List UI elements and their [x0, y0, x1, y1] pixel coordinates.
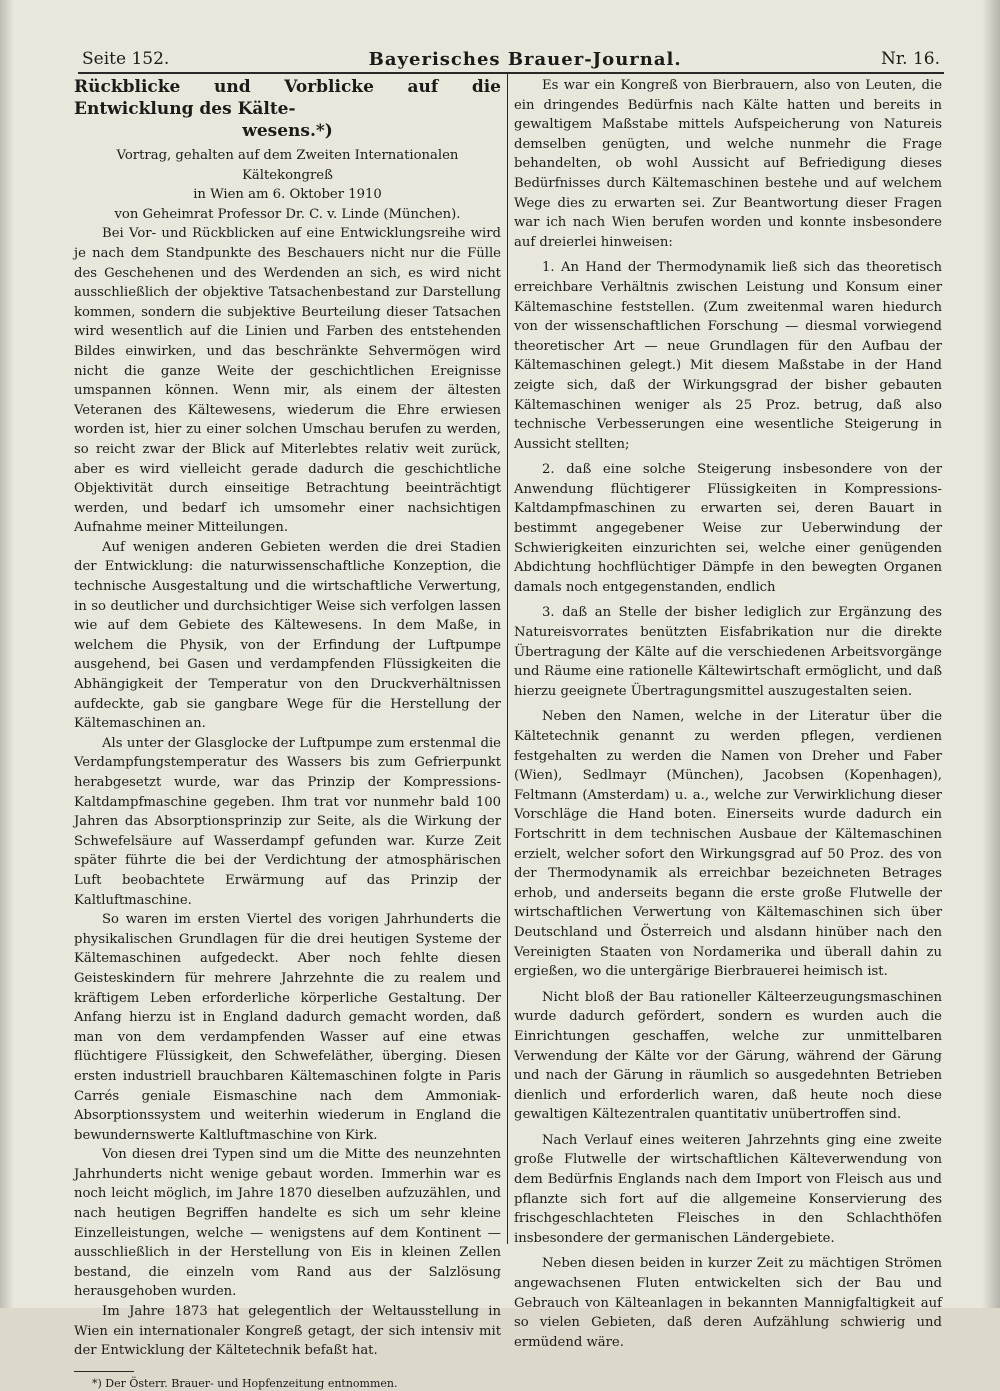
- issue-number: Nr. 16.: [881, 49, 940, 69]
- paragraph: Neben diesen beiden in kurzer Zeit zu mächtigen Strömen angewachsenen Fluten entwickelten sich der Bau und Gebrauch von Kälteanlagen in bekannten Mannigfaltigkeit auf so vielen Gebieten, daß deren Aufzählung schwierig und ermüdend wäre.: [514, 1256, 942, 1350]
- list-item: 2. daß eine solche Steigerung insbesondere von der Anwendung flüchtigerer Flüssigkeiten in Kompressions-Kaltdampfmaschinen zu erwarten sei, deren Bauart in bestimmt angegebener Weise zur Ueberwindung der Schwierigkeiten einzurichten sei, welche einer genügenden Abdichtung hochflüchtiger Dämpfe in den bewegten Organen damals noch entgegenstanden, endlich: [514, 462, 942, 595]
- article-title-line2: wesens.*): [242, 121, 333, 141]
- byline-venue: Vortrag, gehalten auf dem Zweiten Internationalen Kältekongreß: [116, 148, 459, 183]
- article-title-line1: Rückblicke und Vorblicke auf die Entwicklung des Kälte-: [74, 77, 501, 119]
- paragraph: Neben den Namen, welche in der Literatur über die Kältetechnik genannt zu werden pflegen, verdienen festgehalten zu werden die Namen von Dreher und Faber (Wien), Sedlmayr (München), Jacobsen (Kopenhagen), Feltmann (Amsterdam) u. a., welche zur Verwirklichung dieser Vorschläge die Hand boten. Einerseits wurde dadurch ein Fortschritt in dem technischen Ausbaue der Kältemaschinen erzielt, welcher sofort den Wirkungsgrad auf 50 Proz. des von der Thermodynamik als erreichbar bezeichneten Betrages erhob, und anderseits begann die erste große Flutwelle der wirtschaftlichen Verwertung von Kältemaschinen sich über Deutschland und Österreich und alsdann hinüber nach den Vereinigten Staaten von Nordamerika und überall dahin zu ergießen, wo die untergärige Bierbrauerei heimisch ist.: [514, 709, 942, 980]
- paragraph: Nach Verlauf eines weiteren Jahrzehnts ging eine zweite große Flutwelle der wirtschaftlichen Kälteverwendung von dem Bedürfnis Englands nach dem Import von Fleisch aus und pflanzte sich fort auf die allgemeine Konservierung des frischgeschlachteten Fleisches in den Schlachthöfen insbesondere der germanischen Ländergebiete.: [514, 1132, 942, 1246]
- column-divider: [507, 74, 508, 1244]
- header-rule: [78, 72, 944, 74]
- page-edge-shadow: [982, 0, 1000, 1308]
- paragraph: Es war ein Kongreß von Bierbrauern, also von Leuten, die ein dringendes Bedürfnis nach Kälte hatten und bereits in gewaltigem Maßstabe mittels Aufspeicherung von Natureis demselben genügten, und welche nunmehr die Frage behandelten, ob wohl Aussicht auf Befriedigung dieses Bedürfnisses durch Kältemaschinen bestehe und auf welchem Wege dies zu erwarten sei. Zur Beantwortung dieser Fragen war ich nach Wien berufen worden und konnte insbesondere auf dreierlei hinweisen:: [514, 78, 942, 250]
- footnote-rule: [74, 1371, 134, 1372]
- footnote: *) Der Österr. Brauer- und Hopfenzeitung entnommen.: [92, 1376, 398, 1390]
- paragraph: Als unter der Glasglocke der Luftpumpe zum erstenmal die Verdampfungstemperatur des Wassers bis zum Gefrierpunkt herabgesetzt wurde, war das Prinzip der Kompressions-Kaltdampfmaschine gegeben. Ihm trat vor nunmehr bald 100 Jahren das Absorptionsprinzip zur Seite, als die Wirkung der Schwefelsäure auf Wasserdampf gefunden war. Kurze Zeit später führte die bei der Verdichtung der atmosphärischen Luft beobachtete Erwärmung auf das Prinzip der Kaltluftmaschine.: [74, 735, 501, 908]
- paragraph: So waren im ersten Viertel des vorigen Jahrhunderts die physikalischen Grundlagen für die drei heutigen Systeme der Kältemaschinen aufgedeckt. Aber noch fehlte diesen Geisteskindern für mehrere Jahrzehnte die zu realem und kräftigem Leben erforderliche körperliche Gestaltung. Der Anfang hierzu ist in England dadurch gemacht worden, daß man von dem verdampfenden Wasser auf eine etwas flüchtigere Flüssigkeit, den Schwefeläther, überging. Diesen ersten industriell brauchbaren Kältemaschinen folgte in Paris Carrés geniale Eismaschine nach dem Ammoniak-Absorptionssystem und weiterhin wiederum in England die bewundernswerte Kaltluftmaschine von Kirk.: [74, 912, 501, 1143]
- paragraph: Von diesen drei Typen sind um die Mitte des neunzehnten Jahrhunderts nicht wenige gebaut worden. Immerhin war es noch leicht möglich, im Jahre 1870 dieselben aufzuzählen, und nach heutigen Begriffen handelte es sich um sehr kleine Einzelleistungen, welche — wenigstens auf dem Kontinent — ausschließlich in der Herstellung von Eis in kleinen Zellen bestand, die einzeln vom Rand aus der Salzlösung herausgehoben wurden.: [74, 1147, 501, 1300]
- paragraph: Bei Vor- und Rückblicken auf eine Entwicklungsreihe wird je nach dem Standpunkte des Beschauers nicht nur die Fülle des Geschehenen und des Werdenden an sich, es wird nicht ausschließlich der objektive Tatsachenbestand zur Darstellung kommen, sondern die subjektive Beurteilung dieser Tatsachen wird wesentlich auf die Linien und Farben des entstehenden Bildes einwirken, und das beschränkte Sehvermögen wird nicht die ganze Weite der geschichtlichen Ereignisse umspannen können. Wenn mir, als einem der ältesten Veteranen des Kältewesens, wiederum die Ehre erwiesen worden ist, hier zu einer solchen Umschau berufen zu werden, so reicht zwar der Blick auf Miterlebtes relativ weit zurück, aber es wird vielleicht gerade dadurch die geschichtliche Objektivität durch einseitige Betrachtung beeinträchtigt werden, und bedarf ich umsomehr einer nachsichtigen Aufnahme meiner Mitteilungen.: [74, 226, 501, 536]
- journal-title: Bayerisches Brauer-Journal.: [368, 48, 682, 70]
- list-item: 1. An Hand der Thermodynamik ließ sich das theoretisch erreichbare Verhältnis zwischen Leistung und Konsum einer Kältemaschine feststellen. (Zum zweitenmal waren hiedurch von der wissenschaftlichen Forschung — diesmal vorwiegend theoretischer Art — neue Grundlagen für den Aufbau der Kältemaschinen gelegt.) Mit diesem Maßstabe in der Hand zeigte sich, daß der Wirkungsgrad der bisher gebauten Kältemaschinen weniger als 25 Proz. betrug, daß also technische Verbesserungen eine wesentliche Steigerung in Aussicht stellten;: [514, 260, 942, 452]
- right-column: [514, 76, 942, 1350]
- binding-shadow: [0, 0, 14, 1308]
- paragraph: Nicht bloß der Bau rationeller Kälteerzeugungsmaschinen wurde dadurch gefördert, sondern es wurden auch die Einrichtungen geschaffen, welche zur unmittelbaren Verwendung der Kälte vor der Gärung, während der Gärung und nach der Gärung in räumlich so ausgedehnten Betrieben dienlich und erforderlich waren, daß heute noch diese gewaltigen Kältezentralen quantitativ unübertroffen sind.: [514, 989, 942, 1123]
- article-title: [74, 76, 501, 142]
- paragraph: Im Jahre 1873 hat gelegentlich der Weltausstellung in Wien ein internationaler Kongreß getagt, der sich intensiv mit der Entwicklung der Kältetechnik befaßt hat.: [74, 1304, 501, 1359]
- byline-author: von Geheimrat Professor Dr. C. v. Linde (München).: [114, 206, 461, 222]
- page-header: [82, 44, 940, 74]
- page-number: Seite 152.: [82, 49, 170, 69]
- byline-date: in Wien am 6. Oktober 1910: [193, 187, 382, 203]
- left-column: [74, 76, 501, 1390]
- list-item: 3. daß an Stelle der bisher lediglich zur Ergänzung des Natureisvorrates benützten Eisfabrikation nur die direkte Übertragung der Kälte auf die verschiedenen Arbeitsvorgänge und Räume eine rationelle Kältewirtschaft ermöglicht, und daß hierzu geeignete Übertragungsmittel auszugestalten seien.: [514, 605, 942, 699]
- paragraph: Auf wenigen anderen Gebieten werden die drei Stadien der Entwicklung: die naturwissenschaftliche Konzeption, die technische Ausgestaltung und die wirtschaftliche Verwertung, in so deutlicher und durchsichtiger Weise sich verfolgen lassen wie auf dem Gebiete des Kältewesens. In dem Maße, in welchem die Physik, von der Erfindung der Luftpumpe ausgehend, bei Gasen und verdampfenden Flüssigkeiten die Abhängigkeit der Temperatur von den Druckverhältnissen aufdeckte, gab sie gangbare Wege für die Herstellung der Kältemaschinen an.: [74, 539, 501, 732]
